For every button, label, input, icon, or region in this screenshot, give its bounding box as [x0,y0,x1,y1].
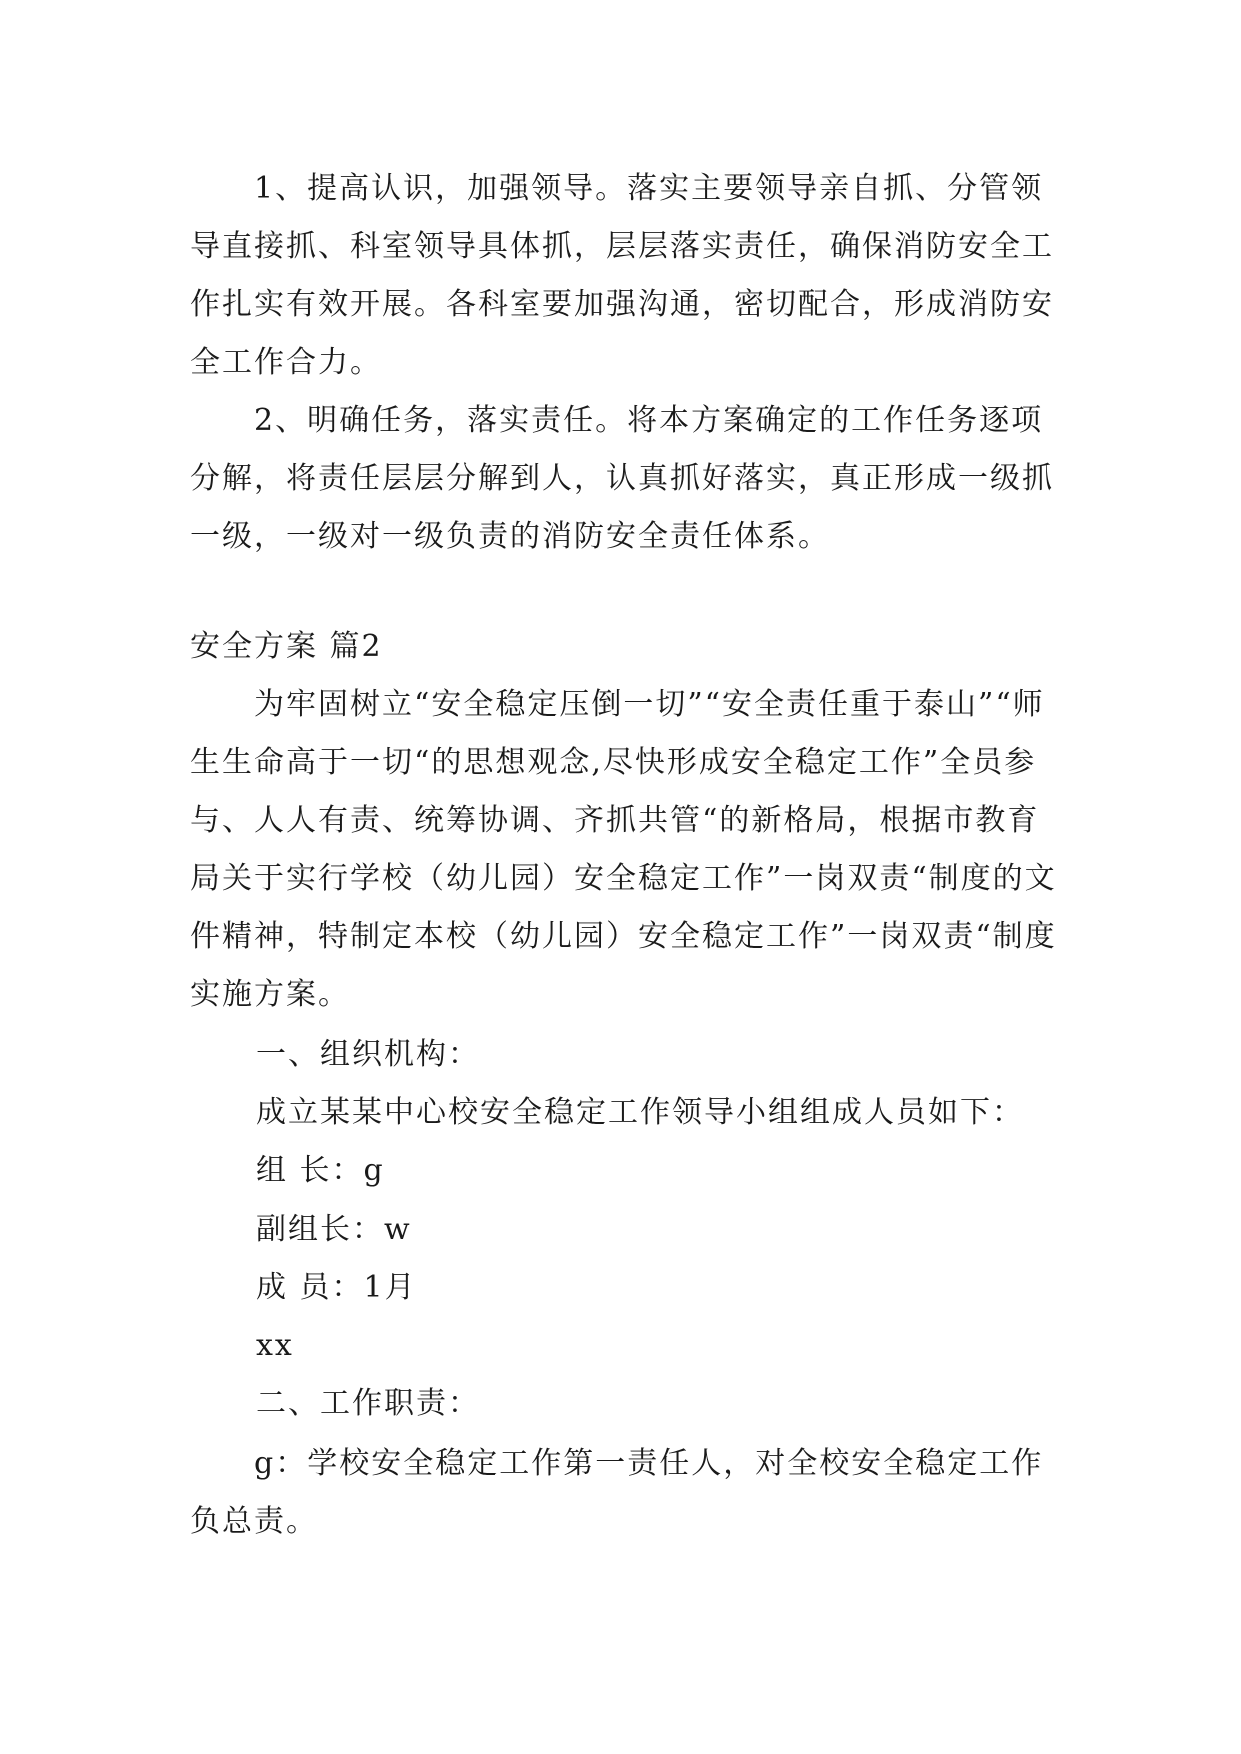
line-deputy: 副组长：w [256,1212,412,1247]
paragraph-intro: 为牢固树立“安全稳定压倒一切”“安全责任重于泰山”“师生生命高于一切“的思想观念,尽快形成安全稳定工作”全员参与、人人有责、统筹协调、齐抓共管“的新格局，根据市教育局关于实行学校（幼儿园）安全稳定工作”一岗双责“制度的文件精神，特制定本校（幼儿园）安全稳定工作”一岗双责“制度实施方案。 [190,687,1057,1012]
line-members: 成 员：1月 [256,1270,417,1305]
paragraph-duty-g: g：学校安全稳定工作第一责任人，对全校安全稳定工作负总责。 [190,1446,1044,1539]
paragraph-leadership: 1、提高认识，加强领导。落实主要领导亲自抓、分管领导直接抓、科室领导具体抓，层层落实责任，确保消防安全工作扎实有效开展。各科室要加强沟通，密切配合，形成消防安全工作合力。 [190,171,1054,380]
paragraph-responsibility: 2、明确任务，落实责任。将本方案确定的工作任务逐项分解，将责任层层分解到人，认真抓好落实，真正形成一级抓一级，一级对一级负责的消防安全责任体系。 [190,403,1054,554]
line-group-members: 成立某某中心校安全稳定工作领导小组组成人员如下： [256,1095,1024,1130]
heading-organization: 一、组织机构： [256,1037,480,1072]
line-xx: xx [256,1328,294,1363]
heading-duties: 二、工作职责： [256,1386,480,1421]
section-title: 安全方案 篇2 [190,629,383,664]
line-leader: 组 长：g [256,1153,385,1188]
